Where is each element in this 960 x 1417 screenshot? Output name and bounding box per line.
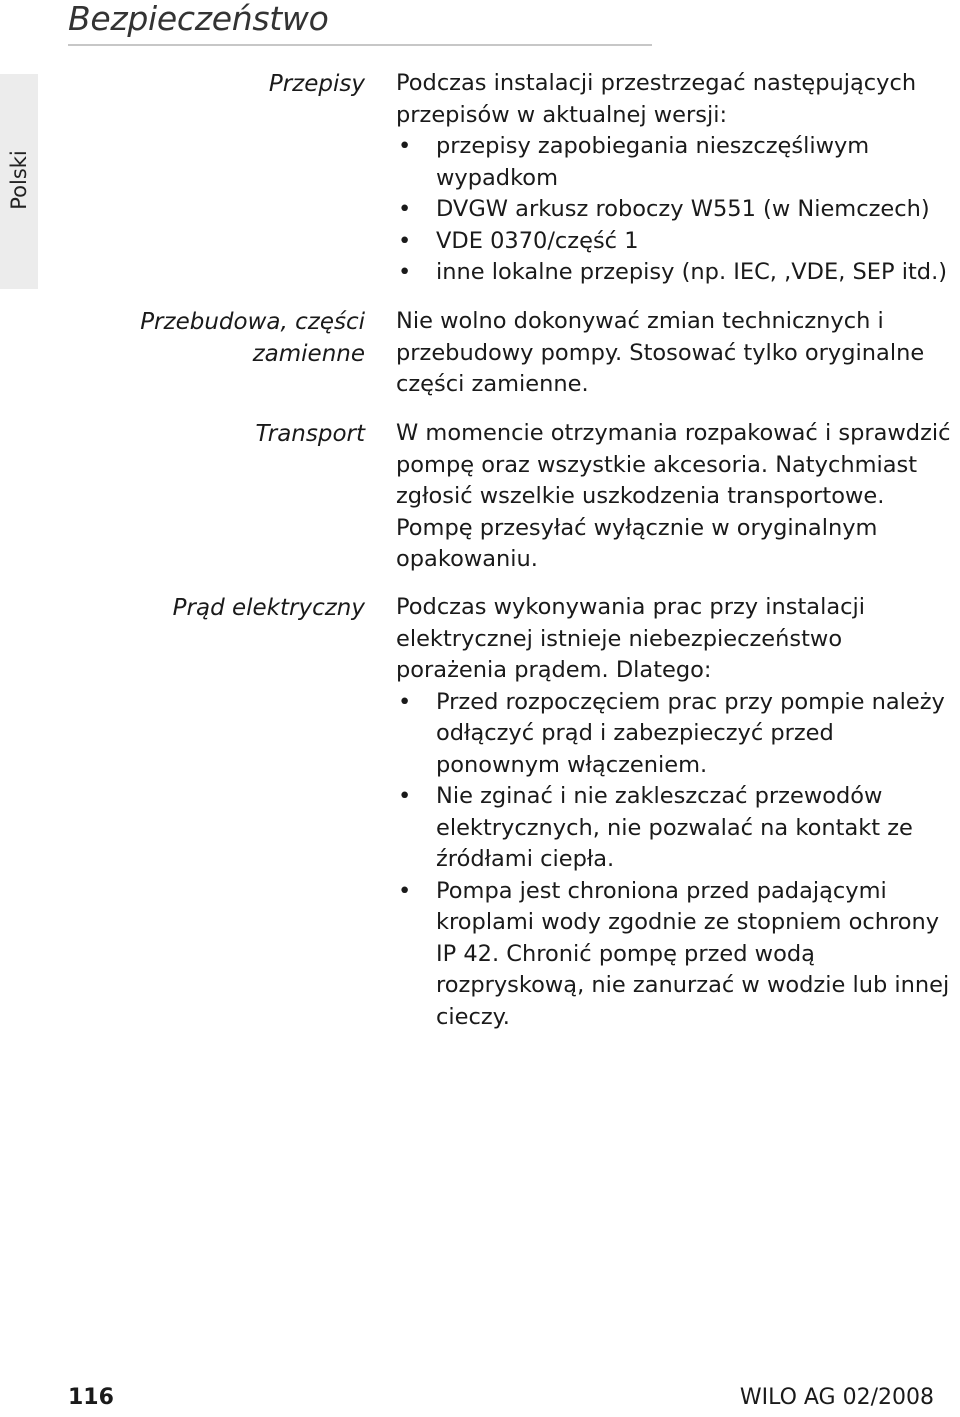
footer-reference: WILO AG 02/2008	[739, 1385, 934, 1410]
list-item: • Pompa jest chroniona przed padającymi kroplami wody zgodnie ze stopniem ochrony IP 42. Chronić pompę przed wodą rozpryskową, nie zanurzać w wodzie lub innej cieczy.	[396, 876, 956, 1034]
prad-intro: Podczas wykonywania prac przy instalacji elektrycznej istnieje niebezpieczeństwo porażenia prądem. Dlatego:	[396, 594, 865, 683]
title-divider	[68, 44, 652, 46]
section-body-przepisy	[396, 68, 956, 289]
section-body-prad	[396, 592, 956, 1033]
przepisy-list	[396, 131, 956, 289]
list-item: • DVGW arkusz roboczy W551 (w Niemczech)	[396, 194, 956, 226]
page-number: 116	[68, 1385, 114, 1410]
przebudowa-text: Nie wolno dokonywać zmian technicznych i przebudowy pompy. Stosować tylko oryginalne części zamienne.	[396, 308, 925, 397]
section-label-transport: Transport	[255, 421, 365, 447]
section-label-line: zamienne	[252, 341, 365, 367]
section-label-przepisy: Przepisy	[268, 71, 365, 97]
list-item: • inne lokalne przepisy (np. IEC, ,VDE, SEP itd.)	[396, 257, 956, 289]
przepisy-intro: Podczas instalacji przestrzegać następujących przepisów w aktualnej wersji:	[396, 70, 917, 128]
section-label-przebudowa	[140, 306, 365, 370]
list-item: • przepisy zapobiegania nieszczęśliwym wypadkom	[396, 131, 956, 194]
language-tab-label: Polski	[7, 150, 31, 210]
section-body-przebudowa	[396, 306, 956, 401]
list-item: • VDE 0370/część 1	[396, 226, 956, 258]
list-item: • Przed rozpoczęciem prac przy pompie należy odłączyć prąd i zabezpieczyć przed ponownym włączeniem.	[396, 687, 956, 782]
section-label-line: Przebudowa, części	[140, 309, 365, 335]
prad-list	[396, 687, 956, 1034]
page-title: Bezpieczeństwo	[68, 0, 329, 38]
transport-text: W momencie otrzymania rozpakować i sprawdzić pompę oraz wszystkie akcesoria. Natychmiast zgłosić wszelkie uszkodzenia transportowe. Pompę przesyłać wyłącznie w oryginalnym opakowaniu.	[396, 420, 951, 572]
list-item: • Nie zginać i nie zakleszczać przewodów elektrycznych, nie pozwalać na kontakt ze źródłami ciepła.	[396, 781, 956, 876]
section-label-prad: Prąd elektryczny	[172, 595, 365, 621]
section-body-transport	[396, 418, 956, 576]
